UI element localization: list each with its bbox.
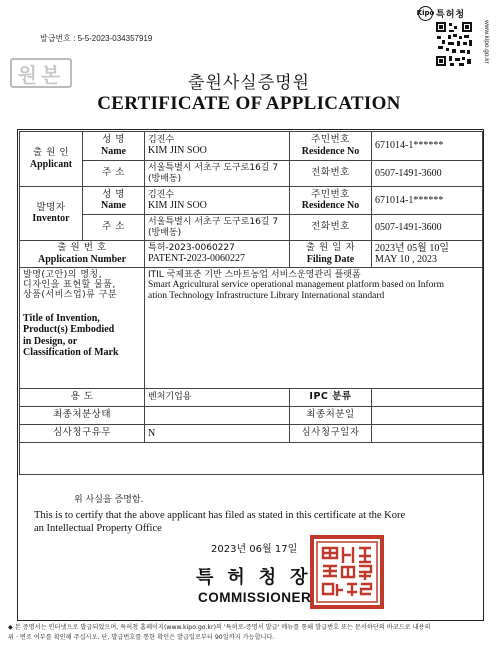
inventor-resident-no: 671014-1******	[375, 194, 444, 206]
applicant-address-cell	[145, 161, 290, 187]
kipo-logo-text: 특허청	[436, 9, 466, 20]
applicant-name-label-en: Name	[101, 145, 126, 157]
application-row	[20, 241, 483, 268]
final-status-row	[20, 407, 483, 425]
applicant-resident-no: 671014-1******	[375, 140, 444, 152]
inventor-phone: 0507-1491-3600	[375, 221, 442, 233]
exam-date-label: 심사청구일자	[290, 425, 372, 443]
final-date-value	[372, 407, 483, 425]
final-status-value	[145, 407, 290, 425]
footer-line2: 위 · 변조 여부를 확인해 주십시오. 단, 발급번호를 통한 확인은 발급일로부터 90일까지 가능합니다.	[8, 633, 275, 641]
applicant-resident-label-cell	[290, 132, 372, 161]
invention-label-en-2: Product(s) Embodied	[23, 324, 115, 336]
invention-label-en-1: Title of Invention,	[23, 313, 100, 325]
applicant-phone-label: 전화번호	[290, 161, 372, 187]
usage-label: 용 도	[20, 389, 145, 407]
inventor-row-2	[20, 215, 483, 241]
qr-code-icon	[434, 20, 474, 68]
inventor-address-label: 주 소	[83, 215, 145, 241]
final-status-label: 최종처분상태	[20, 407, 145, 425]
invention-title-en-2: ation Technology Infrastructure Library International standard	[148, 290, 385, 301]
applicant-label-en: Applicant	[29, 158, 73, 170]
final-date-label: 최종처분일	[290, 407, 372, 425]
kipo-logo	[418, 5, 492, 21]
invention-label-cell	[20, 268, 145, 389]
invention-label-kr-3: 상품(서비스업)류 구분	[23, 290, 118, 301]
kipo-logo-icon: Kipo	[418, 6, 433, 21]
side-url: www.kipo.go.kr	[483, 20, 490, 64]
issue-date: 2023년 06월 17일	[211, 544, 298, 555]
exam-row	[20, 425, 483, 443]
inventor-row-1	[20, 187, 483, 215]
original-stamp: 원본	[10, 58, 72, 88]
application-number-label-kr: 출 원 번 호	[57, 242, 107, 254]
page-title-english: CERTIFICATE OF APPLICATION	[97, 93, 401, 114]
office-name-english: COMMISSIONER	[198, 590, 312, 605]
issue-number: 발급번호 : 5-5-2023-034357919	[40, 34, 153, 43]
applicant-address-line1: 서울특별시 서초구 도구로16길 7	[148, 163, 279, 174]
page-title-korean: 출원사실증명원	[188, 73, 310, 93]
applicant-name-cell	[145, 132, 290, 161]
application-number-label-cell	[20, 241, 145, 268]
blank-cell	[20, 443, 483, 475]
office-name-korean: 특허청장	[196, 567, 322, 588]
declaration-english-line1: This is to certify that the above applicant has filed as stated in this certificate at the Kore	[34, 510, 406, 521]
declaration	[34, 492, 464, 535]
applicant-name-label-kr: 성 명	[102, 134, 125, 146]
invention-title-kr: ITIL 국제표준 기반 스마트농업 서비스운영관리 플랫폼	[148, 270, 361, 280]
inventor-name-label-cell	[83, 187, 145, 215]
exam-label: 심사청구유무	[20, 425, 145, 443]
filing-date-kr: 2023년 05월 10일	[375, 242, 449, 254]
applicant-phone-cell	[372, 161, 483, 187]
inventor-label-kr: 발명자	[36, 201, 66, 213]
applicant-label-cell	[20, 132, 83, 187]
usage-value: 벤처기업용	[145, 389, 290, 407]
ipc-value	[372, 389, 483, 407]
inventor-resident-label-en: Residence No	[301, 200, 360, 212]
invention-label-en-4: Classification of Mark	[23, 346, 119, 358]
inventor-resident-label-kr: 주민번호	[311, 188, 350, 200]
invention-title-en-1: Smart Agricultural service operational management platform based on Inform	[148, 280, 444, 291]
footer-line1: ◆ 본 증명서는 인터넷으로 발급되었으며, 특허청 홈페이지(www.kipo.go.kr)의 '특허로-증명서 발급' 메뉴를 통해 발급번호 또는 문서하단의 바코드로 내용의	[8, 624, 431, 631]
invention-row	[20, 268, 483, 389]
ipc-label: IPC 분류	[290, 389, 372, 407]
inventor-name-en: KIM JIN SOO	[148, 199, 207, 211]
inventor-label-en: Inventor	[32, 213, 70, 225]
inventor-address-line2: (방배동)	[148, 227, 182, 238]
invention-title-cell	[145, 268, 483, 389]
applicant-resident-label-kr: 주민번호	[311, 134, 350, 146]
declaration-korean: 위 사실을 증명함.	[74, 495, 144, 505]
filing-date-label-cell	[290, 241, 372, 268]
filing-date-en: MAY 10 , 2023	[375, 254, 438, 265]
applicant-name-en: KIM JIN SOO	[148, 145, 207, 157]
applicant-address-label: 주 소	[83, 161, 145, 187]
invention-label-en-3: in Design, or	[23, 335, 78, 347]
filing-date-label-en: Filing Date	[306, 253, 355, 265]
exam-date-value	[372, 425, 483, 443]
usage-row	[20, 389, 483, 407]
applicant-address-line2: (방배동)	[148, 173, 182, 184]
declaration-english-line2: an Intellectual Property Office	[34, 522, 162, 534]
inventor-address-line1: 서울특별시 서초구 도구로16길 7	[148, 217, 279, 228]
applicant-label-kr: 출 원 인	[32, 147, 70, 159]
applicant-row-2	[20, 161, 483, 187]
applicant-phone: 0507-1491-3600	[375, 167, 442, 179]
application-number-label-en: Application Number	[37, 253, 127, 265]
applicant-name-label-cell	[83, 132, 145, 161]
inventor-phone-cell	[372, 215, 483, 241]
inventor-name-label-kr: 성 명	[102, 188, 125, 200]
applicant-resident-cell	[372, 132, 483, 161]
blank-row	[20, 443, 483, 475]
certificate-table	[19, 131, 483, 475]
filing-date-cell	[372, 241, 483, 268]
inventor-name-label-en: Name	[101, 200, 126, 212]
filing-date-label-kr: 출 원 일 자	[305, 242, 356, 254]
invention-label-kr-2: 디자인을 표현할 물품,	[23, 280, 116, 291]
applicant-name-kr: 김진수	[148, 135, 175, 146]
application-number-en: PATENT-2023-0060227	[148, 253, 246, 265]
invention-label-kr-1: 발명(고안)의 명칭,	[23, 270, 103, 280]
declaration-english	[34, 510, 464, 535]
inventor-phone-label: 전화번호	[290, 215, 372, 241]
application-number-kr: 특허-2023-0060227	[148, 243, 235, 254]
inventor-resident-label-cell	[290, 187, 372, 215]
inventor-name-kr: 김진수	[148, 189, 175, 200]
exam-value: N	[145, 425, 290, 443]
application-number-cell	[145, 241, 290, 268]
inventor-resident-cell	[372, 187, 483, 215]
inventor-label-cell	[20, 187, 83, 241]
footer-notice	[8, 623, 494, 642]
inventor-address-cell	[145, 215, 290, 241]
inventor-name-cell	[145, 187, 290, 215]
applicant-resident-label-en: Residence No	[301, 145, 360, 157]
applicant-row-1	[20, 132, 483, 161]
